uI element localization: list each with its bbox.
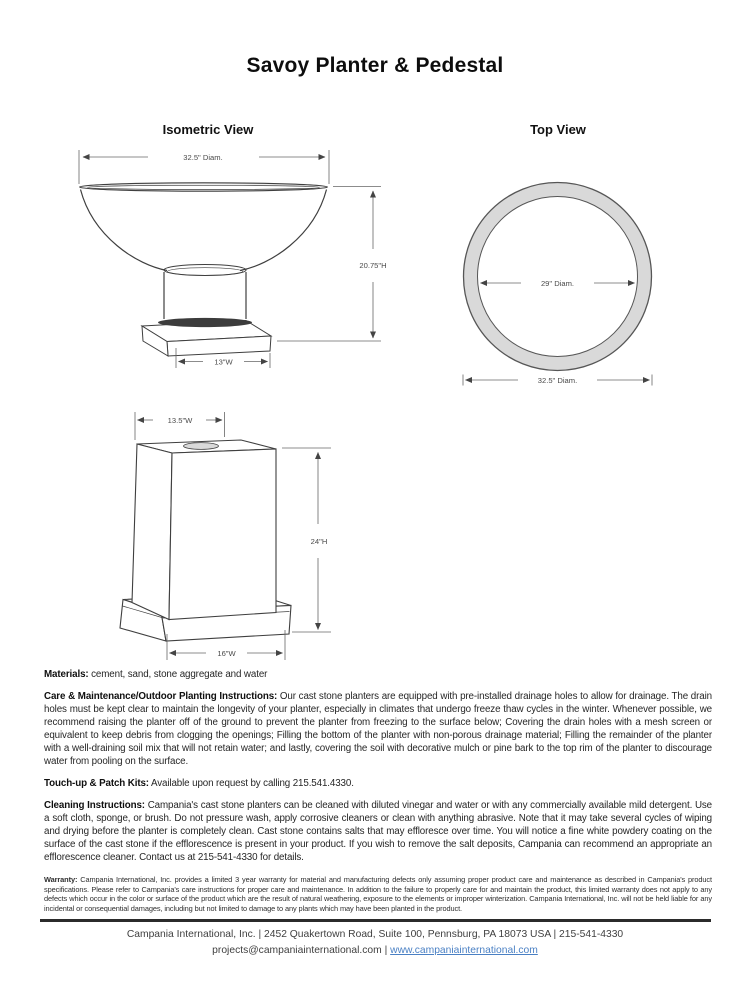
footer (0, 927, 750, 958)
pedestal-top-hole (184, 443, 219, 450)
dim-label-pedestal-top-width: 13.5"W (167, 416, 193, 425)
warranty-paragraph: Warranty: Campania International, Inc. provides a limited 3 year warranty for material and manufacturing defects only assuming proper product care and maintenance as described in Campania's product specifications. Please refer to Campania's care instructions for proper care and maintenance. In addition to the failure to properly care for and maintain the product, this limited warranty does not apply to any defects which occur in the color or surface of the product which are the result of natural weathering, exposure to the elements or improper winterization. Campania International, Inc. will not be held liable for any incidental or consequential damages, including but not limited to damage to any plants which may have been planted in the product. (44, 875, 712, 914)
planter-rim (80, 183, 328, 191)
pedestal-drawing (100, 405, 345, 670)
footer-website-link[interactable]: www.campaniainternational.com (390, 944, 538, 956)
planter-inner-rim-circle (478, 197, 638, 357)
instructions-block (44, 668, 712, 914)
materials-paragraph: Materials: cement, sand, stone aggregate and water (44, 669, 268, 680)
planter-bowl (81, 190, 327, 271)
footer-divider (40, 919, 711, 922)
cleaning-paragraph: Cleaning Instructions: Campania's cast stone planters can be cleaned with diluted vinegar and water or with any commercially available mild detergent. Use a soft cloth, sponge, or brush. Do not pressure wash, apply corrosive cleaners or clean with anything abrasive. Note that it may take several cycles of wiping and drying before the planter is completely clean. Cast stone contains salts that may effloresce over time. You will notice a fine white powdery coating on the surface of the cast stone if the efflorescence is present in your product. If you wish to remove the salt deposits, Campania can recommend an appropriate an efflorescence cleaner. Contact us at 215-541-4330 for details. (44, 800, 713, 863)
care-maintenance-paragraph: Care & Maintenance/Outdoor Planting Instructions: Our cast stone planters are equipped with pre-installed drainage holes to allow for drainage. The drain holes must be kept clear to maintain the longevity of your planter, especially in climates that undergo freeze thaw cycles in the winter. Whenever possible, we recommend raising the planter off of the ground to prevent the planter from freezing to the surface below; Covering the drain holes with a mesh screen or equivalent to keep debris from clogging the openings; Filling the bottom of the planter with non-porous drainage material; Filling the remainder of the planter with a well-draining soil mix that will not retain water; and lastly, covering the soil with decorative mulch or pine bark to the top rim of the planter to discourage water from pooling on the surface. (44, 691, 712, 767)
footer-email: projects@campaniainternational.com (212, 944, 382, 956)
dim-label-height: 20.75"H (359, 261, 387, 270)
pedestal-foot-shadow (158, 318, 252, 327)
dim-label-pedestal-base-width: 16"W (217, 649, 236, 658)
isometric-view-title: Isometric View (162, 122, 254, 137)
cleaning-label: Cleaning Instructions: (44, 800, 145, 811)
planter-pedestal-cylinder (164, 265, 246, 320)
pedestal-box (132, 440, 276, 620)
dim-label-inner-diameter: 29" Diam. (540, 279, 575, 288)
page-title: Savoy Planter & Pedestal (246, 54, 504, 77)
dim-label-base-width: 13"W (214, 357, 233, 367)
dim-label-outer-diameter: 32.5" Diam. (537, 376, 578, 385)
touchup-paragraph: Touch-up & Patch Kits: Available upon request by calling 215.541.4330. (44, 778, 354, 789)
dim-label-pedestal-height: 24"H (310, 537, 328, 546)
touchup-label: Touch-up & Patch Kits: (44, 778, 149, 789)
care-maintenance-label: Care & Maintenance/Outdoor Planting Instructions: (44, 691, 278, 702)
dim-label-bowl-diameter: 32.5" Diam. (183, 153, 223, 162)
isometric-view-drawing (60, 140, 400, 380)
footer-contact-line: projects@campaniainternational.com | www.campaniainternational.com (212, 944, 538, 956)
warranty-label: Warranty: (44, 875, 78, 884)
footer-address-line: Campania International, Inc. | 2452 Quakertown Road, Suite 100, Pennsburg, PA 18073 USA | 215-541-4330 (126, 929, 624, 940)
top-view-title: Top View (530, 122, 586, 137)
top-view-drawing (450, 150, 670, 395)
materials-label: Materials: (44, 669, 89, 680)
